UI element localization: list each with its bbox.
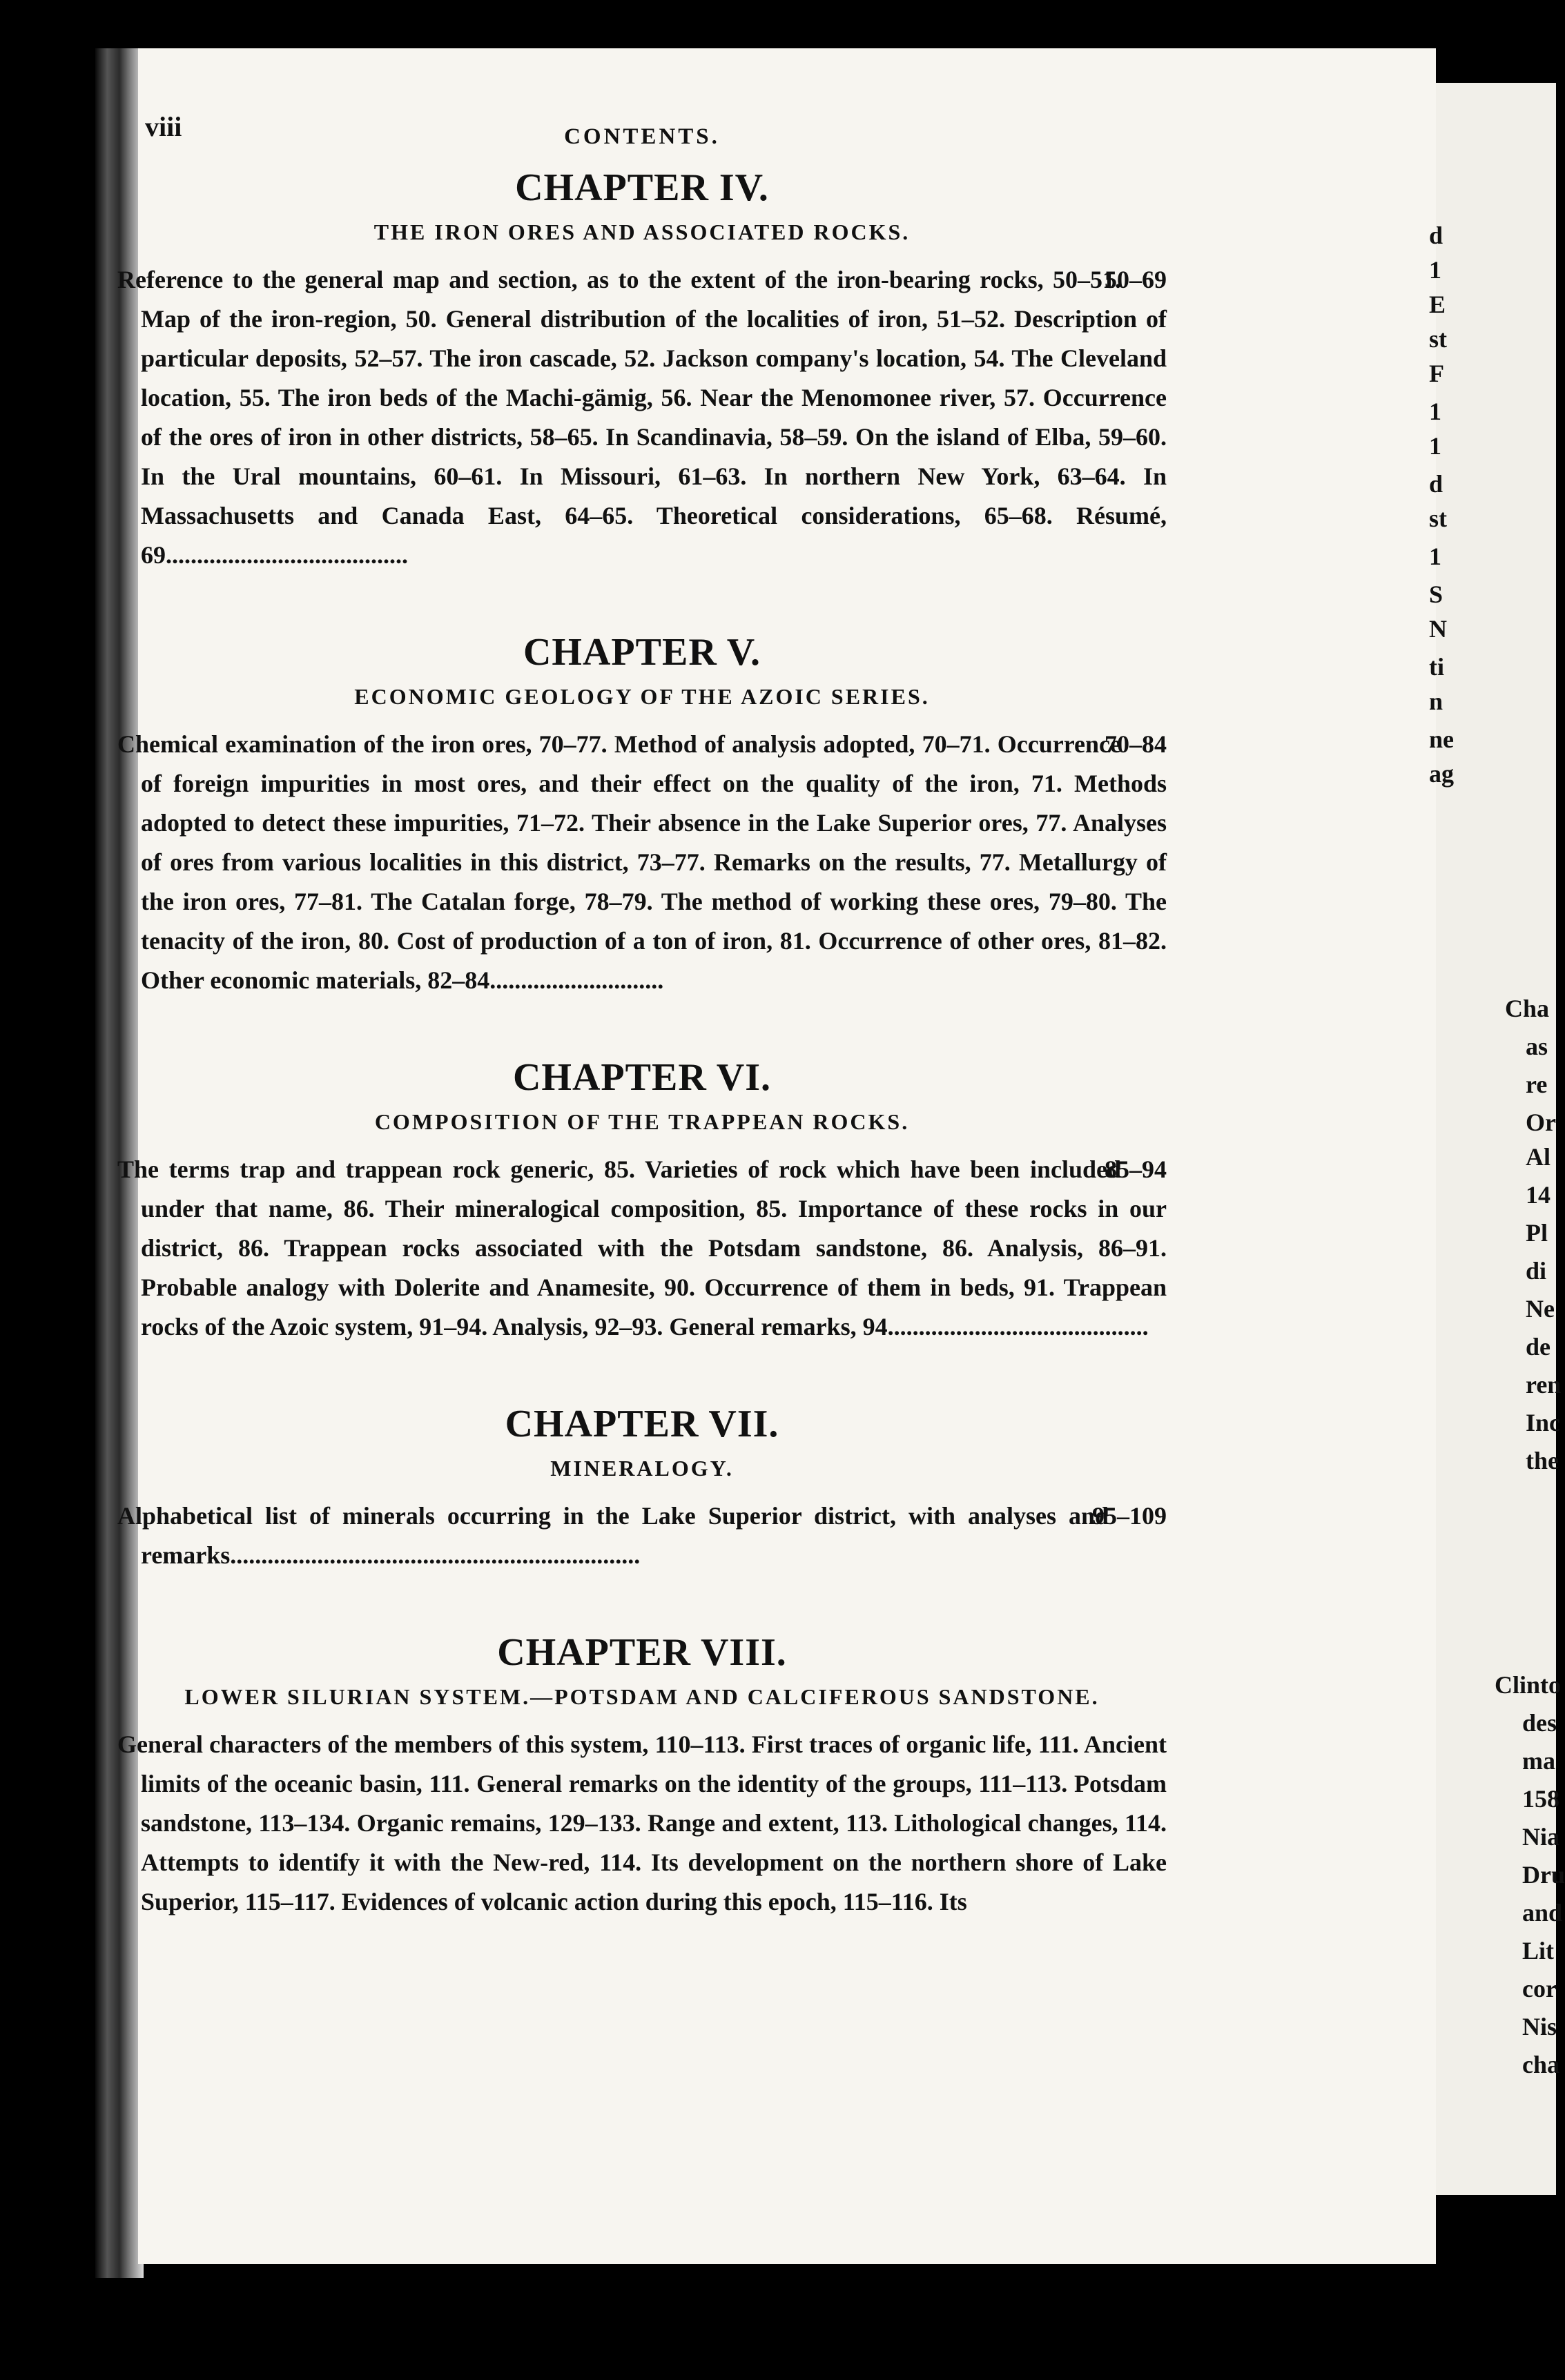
facing-fragment: di <box>1526 1257 1547 1285</box>
facing-fragment: F <box>1429 360 1444 387</box>
facing-fragment: Clinto <box>1495 1671 1562 1699</box>
facing-fragment: cha <box>1522 2051 1559 2078</box>
chapter-title: CHAPTER VII. <box>505 1403 779 1445</box>
facing-fragment: Nia <box>1522 1823 1559 1851</box>
chapter-vi <box>117 1055 1167 1347</box>
chapter-summary <box>117 1496 1167 1575</box>
summary-text: The terms trap and trappean rock generic, 85. Varieties of rock which have been included under that name, 86. Their mineralogical composition, 85. Importance of these rocks in our district, 86. Trappean rocks associated with the Potsdam sandstone, 86. Analysis, 86–91. Probable analogy with Dolerite and Anamesite, 90. Occurrence of them in beds, 91. Trappean rocks of the Azoic system, 91–94. Analysis, 92–93. General remarks, 94.......................................... <box>117 1155 1167 1340</box>
facing-fragment: Cha <box>1505 995 1550 1022</box>
facing-fragment: Pl <box>1526 1219 1548 1247</box>
facing-fragment: st <box>1429 325 1447 353</box>
chapter-subtitle: MINERALOGY. <box>550 1456 734 1481</box>
facing-fragment: re <box>1526 1071 1548 1098</box>
page-range: 95–109 <box>1092 1502 1167 1530</box>
page-range: 85–94 <box>1105 1155 1167 1183</box>
facing-fragment: 1 <box>1429 543 1441 570</box>
facing-fragment: 1 <box>1429 432 1441 460</box>
facing-fragment: cor <box>1522 1975 1557 2002</box>
chapter-subtitle: LOWER SILURIAN SYSTEM.—POTSDAM AND CALCIFEROUS SANDSTONE. <box>184 1684 1100 1709</box>
chapter-v <box>117 630 1167 1000</box>
facing-fragment: ag <box>1429 760 1454 788</box>
page-range: 50–69 <box>1105 266 1167 293</box>
page-range: 70–84 <box>1105 730 1167 758</box>
facing-fragment: n <box>1429 687 1444 715</box>
chapter-iv <box>117 166 1167 575</box>
chapter-title: CHAPTER VI. <box>512 1056 771 1099</box>
chapter-title: CHAPTER VIII. <box>497 1631 787 1674</box>
facing-fragment: 1 <box>1429 256 1441 284</box>
facing-fragment: Al <box>1526 1143 1551 1171</box>
chapter-subtitle: ECONOMIC GEOLOGY OF THE AZOIC SERIES. <box>354 684 930 709</box>
contents-text <box>117 97 1167 1922</box>
facing-fragment: Or <box>1526 1109 1556 1136</box>
facing-fragment: ma <box>1522 1747 1555 1775</box>
facing-fragment: ti <box>1429 653 1444 681</box>
summary-text: Chemical examination of the iron ores, 70–77. Method of analysis adopted, 70–71. Occurrence of foreign impurities in most ores, and their effect on the quality of the iron, 71. Methods adopted to detect these impurities, 71–72. Their absence in the Lake Superior ores, 77. Analyses of ores from various localities in this district, 73–77. Remarks on the results, 77. Metallurgy of the iron ores, 77–81. The Catalan forge, 78–79. The method of working these ores, 79–80. The tenacity of the iron, 80. Cost of production of a ton of iron, 81. Occurrence of other ores, 81–82. Other economic materials, 82–84............................ <box>117 730 1167 994</box>
facing-fragment: ne <box>1429 725 1454 753</box>
facing-fragment: 14 <box>1526 1181 1551 1209</box>
facing-fragment: 158 <box>1522 1785 1559 1813</box>
summary-text: Reference to the general map and section, as to the extent of the iron-bearing rocks, 50–51. Map of the iron-region, 50. General distribution of the localities of iron, 51–52. Description of particular deposits, 52–57. The iron cascade, 52. Jackson company's location, 54. The Cleveland location, 55. The iron beds of the Machi-gämig, 56. Near the Menomonee river, 57. Occurrence of the ores of iron in other districts, 58–65. In Scandinavia, 58–59. On the island of Elba, 59–60. In the Ural mountains, 60–61. In Missouri, 61–63. In northern New York, 63–64. In Massachusetts and Canada East, 64–65. Theoretical considerations, 65–68. Résumé, 69....................................... <box>117 266 1167 569</box>
facing-fragment: S <box>1429 581 1444 608</box>
summary-text: General characters of the members of this system, 110–113. First traces of organic life, 111. Ancient limits of the oceanic basin, 111. General remarks on the identity of the groups, 111–113. Potsdam sandstone, 113–134. Organic remains, 129–133. Range and extent, 113. Lithological changes, 114. Attempts to identify it with the New-red, 114. Its development on the northern shore of Lake Superior, 115–117. Evidences of volcanic action during this epoch, 115–116. Its <box>117 1730 1167 1915</box>
chapter-title: CHAPTER V. <box>523 631 761 674</box>
running-title: CONTENTS. <box>564 124 720 149</box>
facing-fragment: de <box>1526 1333 1551 1360</box>
page-number: viii <box>145 111 182 142</box>
chapter-subtitle: COMPOSITION OF THE TRAPPEAN ROCKS. <box>374 1109 910 1134</box>
facing-fragment: 1 <box>1429 398 1441 425</box>
facing-fragment: ren <box>1526 1371 1562 1398</box>
chapter-summary <box>117 1725 1167 1922</box>
facing-fragment: Lit <box>1522 1937 1555 1964</box>
facing-fragment: N <box>1429 615 1447 643</box>
chapter-summary <box>117 260 1167 575</box>
facing-fragment: Inc <box>1526 1409 1561 1436</box>
facing-fragment: d <box>1429 222 1444 249</box>
facing-fragment: st <box>1429 505 1447 532</box>
chapter-viii <box>117 1630 1167 1922</box>
summary-text: Alphabetical list of minerals occurring in the Lake Superior district, with analyses and remarks.................................................................. <box>117 1502 1109 1569</box>
facing-fragment: E <box>1429 291 1446 318</box>
facing-fragment: Ne <box>1526 1295 1555 1323</box>
facing-fragment: Nis <box>1522 2013 1557 2040</box>
facing-fragment: as <box>1526 1033 1548 1060</box>
facing-fragment: d <box>1429 470 1444 498</box>
running-head <box>117 97 1167 149</box>
facing-fragment: des <box>1522 1709 1557 1737</box>
chapter-vii <box>117 1402 1167 1575</box>
facing-fragment: Dru <box>1522 1861 1565 1889</box>
chapter-title: CHAPTER IV. <box>515 166 769 209</box>
chapter-subtitle: THE IRON ORES AND ASSOCIATED ROCKS. <box>373 220 911 244</box>
chapter-summary <box>117 1150 1167 1347</box>
facing-fragment: and <box>1522 1899 1563 1927</box>
facing-fragment: the <box>1526 1447 1559 1474</box>
chapter-summary <box>117 725 1167 1000</box>
